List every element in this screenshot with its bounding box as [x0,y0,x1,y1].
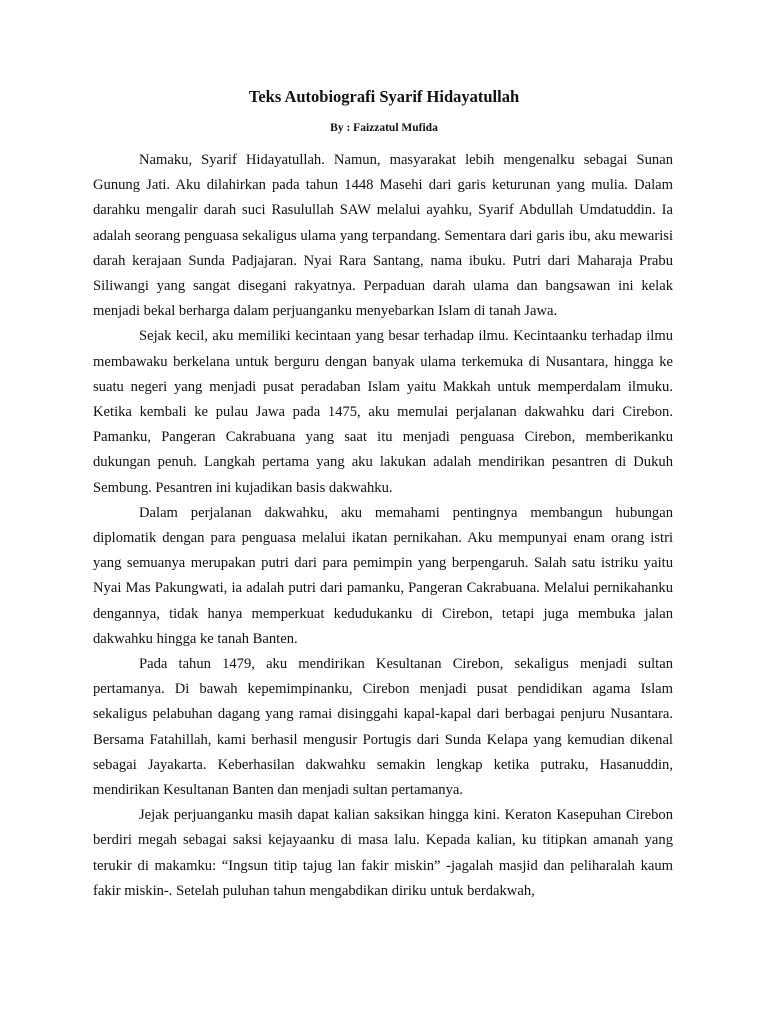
paragraph: Namaku, Syarif Hidayatullah. Namun, masyarakat lebih mengenalku sebagai Sunan Gunung Jati. Aku dilahirkan pada tahun 1448 Masehi dari garis keturunan yang mulia. Dalam darahku mengalir darah suci Rasulullah SAW melalui ayahku, Syarif Abdullah Umdatuddin. Ia adalah seorang penguasa sekaligus ulama yang terpandang. Sementara dari garis ibu, aku mewarisi darah kerajaan Sunda Padjajaran. Nyai Rara Santang, nama ibuku. Putri dari Maharaja Prabu Siliwangi yang sangat disegani rakyatnya. Perpaduan darah ulama dan bangsawan ini kelak menjadi bekal berharga dalam perjuanganku menyebarkan Islam di tanah Jawa. [93,152,673,320]
document-body [93,148,673,904]
paragraph: Sejak kecil, aku memiliki kecintaan yang besar terhadap ilmu. Kecintaanku terhadap ilmu membawaku berkelana untuk berguru dengan banyak ulama terkemuka di Nusantara, hingga ke suatu negeri yang menjadi pusat peradaban Islam yaitu Makkah untuk memperdalam ilmuku. Ketika kembali ke pulau Jawa pada 1475, aku memulai perjalanan dakwahku dari Cirebon. Pamanku, Pangeran Cakrabuana yang saat itu menjadi penguasa Cirebon, memberikanku dukungan penuh. Langkah pertama yang aku lakukan adalah mendirikan pesantren di Dukuh Sembung. Pesantren ini kujadikan basis dakwahku. [93,328,673,496]
document-title: Teks Autobiografi Syarif Hidayatullah [248,87,520,106]
paragraph: Dalam perjalanan dakwahku, aku memahami pentingnya membangun hubungan diplomatik dengan para penguasa melalui ikatan pernikahan. Aku mempunyai enam orang istri yang semuanya merupakan putri dari para pemimpin yang berpengaruh. Salah satu istriku yaitu Nyai Mas Pakungwati, ia adalah putri dari pamanku, Pangeran Cakrabuana. Melalui pernikahanku dengannya, tidak hanya memperkuat kedudukanku di Cirebon, tetapi juga membuka jalan dakwahku hingga ke tanah Banten. [93,504,673,647]
paragraph: Jejak perjuanganku masih dapat kalian saksikan hingga kini. Keraton Kasepuhan Cirebon berdiri megah sebagai saksi kejayaanku di masa lalu. Kepada kalian, ku titipkan amanah yang terukir di makamku: “Ingsun titip tajug lan fakir miskin” -jagalah masjid dan peliharalah kaum fakir miskin-. Setelah puluhan tahun mengabdikan diriku untuk berdakwah, [93,807,673,899]
paragraph: Pada tahun 1479, aku mendirikan Kesultanan Cirebon, sekaligus menjadi sultan pertamanya. Di bawah kepemimpinanku, Cirebon menjadi pusat pendidikan agama Islam sekaligus pelabuhan dagang yang ramai disinggahi kapal-kapal dari berbagai penjuru Nusantara. Bersama Fatahillah, kami berhasil mengusir Portugis dari Sunda Kelapa yang kemudian dikenal sebagai Jayakarta. Keberhasilan dakwahku semakin lengkap ketika putraku, Hasanuddin, mendirikan Kesultanan Banten dan menjadi sultan pertamanya. [93,656,673,799]
document-author: By : Faizzatul Mufida [330,122,438,134]
